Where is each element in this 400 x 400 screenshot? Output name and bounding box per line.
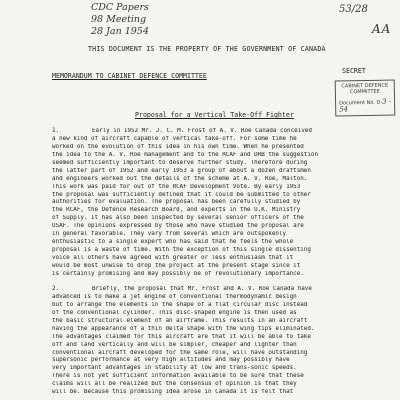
paragraph-line: will be. Because this promising idea arose in Canada it is felt that [52, 389, 294, 396]
paragraph-line: Briefly, the proposal that Mr. Frost and A. V. Roe Canada have [92, 286, 312, 292]
paragraph-line: There is not yet sufficient information available to be sure that these [52, 373, 304, 380]
paragraph-line: worked on the evolution of this idea in his own time. When he presented [52, 143, 304, 150]
handwritten-page-number: 53/28 [339, 4, 368, 15]
paragraph-line: is certainly promising and may possibly be of revolutionary importance. [52, 270, 304, 277]
paragraph-line: but to arrange the elements in the shape of a flat circular disc instead [52, 301, 308, 308]
property-notice: THIS DOCUMENT IS THE PROPERTY OF THE GOVERNMENT OF CANADA [88, 45, 326, 53]
paragraph-line: enthusiastic to a single expert who has said that he feels the whole [52, 239, 294, 246]
stamp-document-number [336, 98, 394, 113]
stamp-docno-value: 3 - 54 [339, 97, 392, 114]
paragraph-line: USAF. The opinions expressed by those who have studied the proposal are [52, 223, 304, 230]
classification-label: SECRET [342, 67, 366, 75]
paragraph-line: supersonic performance at very high altitudes and may possibly have [52, 357, 290, 364]
handwritten-initials: AA [372, 22, 392, 36]
document-title: Proposal for a Vertical Take-Off Fighter [135, 111, 294, 119]
paragraph-line: of the conventional cylinder. This disc-shaped engine is then used as [52, 309, 297, 316]
paragraph-number: 2. [52, 286, 60, 292]
paragraph-line: in general favorable. They vary from several which are outspokenly [52, 231, 287, 238]
paragraph-line: voice all others have agreed with greater or less enthusiasm that it [52, 255, 294, 261]
stamp-docno-label: Document No. D- [339, 99, 383, 107]
handwritten-note-line: 98 Meeting [91, 14, 147, 25]
paragraph-line: off and land vertically and will be simpler, cheaper and lighter than [52, 341, 297, 348]
paragraph-line: the RCAF, the Defence Research Board, and experts in the U.K. Ministry [52, 207, 301, 214]
paragraph-line: authorities for evaluation. The proposal has been carefully studied by [52, 199, 301, 206]
paragraph-line: seemed sufficiently important to deserve further study. Therefore during [52, 159, 308, 166]
paragraph-line: conventional aircraft developed for the same role, will have outstanding [52, 349, 308, 356]
memorandum-heading: MEMORANDUM TO CABINET DEFENCE COMMITTEE [52, 72, 207, 80]
paragraph-line: the basic structural element of an airframe. This results in an aircraft [52, 317, 308, 324]
paragraph-1 [52, 128, 374, 279]
handwritten-note-line: 28 Jan 1954 [91, 26, 149, 37]
paragraph-line: Early in 1952 Mr. J. C. M. Frost of A. V. Roe Canada conceived [92, 128, 312, 134]
paragraph-line: the proposal was sufficiently defined that it could be submitted to other [52, 191, 311, 198]
stamp-line-2: COMMITTEE [349, 88, 380, 96]
paragraph-line: would be most unwise to drop the project at the present stage since it [52, 262, 301, 269]
paragraph-number: 1. [52, 128, 60, 134]
handwritten-note [91, 2, 149, 38]
paragraph-line: the idea to the A. V. Roe management and to the RCAF and DRB the suggestion [52, 151, 318, 158]
paragraph-line: advanced is to make a jet engine of conventional thermodynamic design [52, 293, 297, 300]
paragraph-line: the latter part of 1952 and early 1953 a group of about a dozen draftsmen [52, 167, 311, 174]
paragraph-line: very important advantages in stability at low and trans-sonic speeds. [52, 365, 297, 372]
paragraph-line: proposal is a waste of time. With the exception of this single dissenting [52, 247, 311, 254]
paragraph-line: The advantages claimed for this aircraft are that it will be able to take [52, 333, 311, 340]
committee-stamp [335, 79, 396, 116]
handwritten-note-line: CDC Papers [91, 2, 149, 13]
paragraph-line: and engineers worked out the details of the scheme at A. V. Roe, Malton. [52, 175, 308, 182]
paragraph-line: having the appearance of a thin delta shape with the wing tips eliminated. [52, 325, 315, 332]
paragraph-line: claims will all be realized but the consensus of opinion is that they [52, 381, 297, 388]
paragraph-2 [52, 286, 374, 397]
paragraph-line: a new kind of aircraft capable of vertical take-off. For some time he [52, 135, 297, 142]
stamp-line-1: CABINET DEFENCE [341, 82, 389, 90]
paragraph-line: This work was paid for out of the RCAF Development Vote. By early 1953 [52, 183, 301, 190]
paragraph-line: of Supply. It has also been inspected by several senior officers of the [52, 215, 304, 222]
